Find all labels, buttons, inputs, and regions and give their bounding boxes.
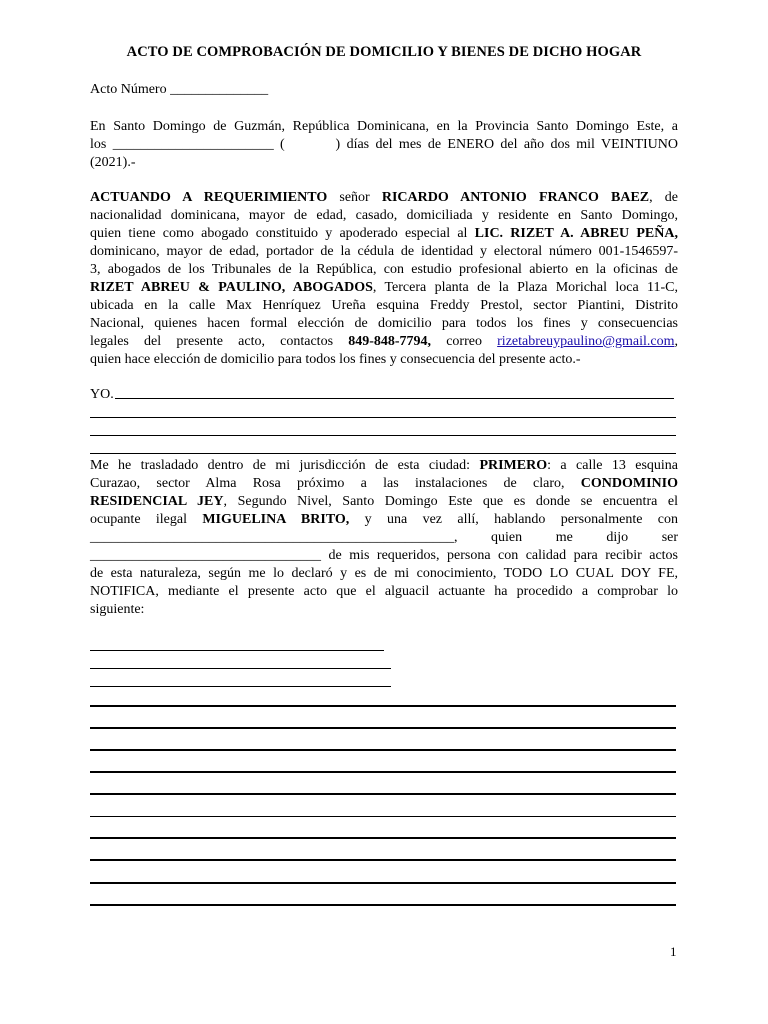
- traslado-word-dijo: dijo: [606, 530, 629, 545]
- intro-line-3: (2021).-: [90, 155, 136, 170]
- blank-line: [90, 882, 676, 884]
- traslado-line-8: NOTIFICA, mediante el presente acto que el alguacil actuante ha procedido a comprobar lo: [90, 584, 678, 599]
- actuando-line-7: ubicada en la calle Max Henríquez Ureña esquina Freddy Prestol, sector Piantini, Distrito: [90, 298, 678, 313]
- actuando-line-9-text-a: legales del presente acto, contactos: [90, 334, 349, 349]
- traslado-line-4-text-b: y una vez allí, hablando personalmente con: [349, 512, 678, 527]
- traslado-word-ser: ser: [661, 530, 679, 545]
- actuando-line-1: [90, 189, 678, 207]
- traslado-line-5: [90, 529, 678, 547]
- actuando-line-6: [90, 279, 678, 297]
- phone-number: 849-848-7794,: [348, 334, 432, 349]
- actuando-line-3: [90, 225, 678, 243]
- traslado-line-1-text-a: Me he trasladado dentro de mi jurisdicción de esta ciudad:: [90, 458, 480, 473]
- traslado-word-me: me: [555, 530, 573, 545]
- blank-line: [90, 435, 676, 436]
- actuando-line-2: nacionalidad dominicana, mayor de edad, casado, domiciliada y residente en Santo Domingo,: [90, 208, 678, 223]
- traslado-line-4: [90, 511, 678, 529]
- blank-line: [90, 771, 676, 773]
- actuando-line-10: quien hace elección de domicilio para todos los fines y consecuencia del presente acto.-: [90, 352, 581, 367]
- ocupante-name: MIGUELINA BRITO,: [202, 512, 350, 527]
- email-link[interactable]: rizetabreuypaulino@gmail.com: [497, 334, 675, 349]
- yo-blank-line: [115, 398, 674, 399]
- blank-line: [90, 749, 676, 751]
- primero-label: PRIMERO: [479, 458, 548, 473]
- traslado-line-1: [90, 457, 678, 475]
- residencial-label: RESIDENCIAL JEY: [90, 494, 224, 509]
- actuando-line-8: Nacional, quienes hacen formal elección de domicilio para todos los fines y consecuencias: [90, 316, 678, 331]
- blank-line: [90, 837, 676, 839]
- yo-label: YO.: [90, 387, 114, 402]
- document-title: ACTO DE COMPROBACIÓN DE DOMICILIO Y BIENES DE DICHO HOGAR: [126, 44, 642, 60]
- actuando-line-6-text: , Tercera planta de la Plaza Morichal loca 11-C,: [372, 280, 678, 295]
- blank-line: [90, 904, 676, 906]
- blank-line: [90, 793, 676, 795]
- traslado-line-6: [90, 547, 678, 565]
- requiriente-name: RICARDO ANTONIO FRANCO BAEZ: [381, 190, 650, 205]
- short-blank-line: [90, 650, 384, 651]
- condominio-label: CONDOMINIO: [580, 476, 678, 491]
- traslado-line-2-text: Curazao, sector Alma Rosa próximo a las instalaciones de claro,: [90, 476, 581, 491]
- actuando-line-9-text-b: correo: [431, 334, 498, 349]
- traslado-line-7: de esta naturaleza, según me lo declaró y es de mi conocimiento, TODO LO CUAL DOY FE,: [90, 566, 678, 581]
- firma-name: RIZET ABREU & PAULINO, ABOGADOS: [90, 280, 373, 295]
- actuando-line-9-text-c: ,: [674, 334, 678, 349]
- traslado-line-3: [90, 493, 678, 511]
- intro-line-2-text: los _______________________ ( ) días del mes de ENERO del año dos mil VEINTIUNO: [90, 137, 678, 152]
- blank-line: [90, 727, 676, 729]
- actuando-line-9: [90, 333, 678, 351]
- blank-line: [90, 816, 676, 817]
- blank-line: [90, 705, 676, 707]
- blank-line: [90, 453, 676, 454]
- blank-line: [90, 417, 676, 418]
- traslado-word-quien: quien: [491, 530, 523, 545]
- abogado-name: LIC. RIZET A. ABREU PEÑA,: [474, 226, 678, 241]
- traslado-line-9: siguiente:: [90, 602, 145, 617]
- actuando-label: ACTUANDO A REQUERIMIENTO: [90, 190, 328, 205]
- actuando-line-5: 3, abogados de los Tribunales de la República, con estudio profesional abierto en la oficinas de: [90, 262, 678, 277]
- traslado-line-6-text: de mis requeridos, persona con calidad para recibir actos: [321, 548, 678, 563]
- traslado-line-2: [90, 475, 678, 493]
- traslado-line-1-text-b: : a calle 13 esquina: [547, 458, 678, 473]
- blank-line: [90, 859, 676, 861]
- page-number: 1: [670, 944, 677, 959]
- acto-numero: Acto Número ______________: [90, 82, 269, 97]
- intro-line-2: [90, 136, 678, 154]
- actuando-line-4: dominicano, mayor de edad, portador de la cédula de identidad y electoral número 001-1546597-: [90, 244, 678, 259]
- traslado-line-6-blank: _________________________________: [90, 548, 321, 563]
- traslado-line-5-blank: ____________________________________________________,: [90, 530, 458, 545]
- intro-line-1: En Santo Domingo de Guzmán, República Dominicana, en la Provincia Santo Domingo Este, a: [90, 119, 678, 134]
- actuando-text-b: , de: [649, 190, 678, 205]
- actuando-line-3-text: quien tiene como abogado constituido y apoderado especial al: [90, 226, 475, 241]
- short-blank-line: [90, 686, 391, 687]
- short-blank-line: [90, 668, 391, 669]
- traslado-line-4-text-a: ocupante ilegal: [90, 512, 203, 527]
- actuando-text-a: señor: [327, 190, 382, 205]
- traslado-line-3-text: , Segundo Nivel, Santo Domingo Este que es donde se encuentra el: [223, 494, 678, 509]
